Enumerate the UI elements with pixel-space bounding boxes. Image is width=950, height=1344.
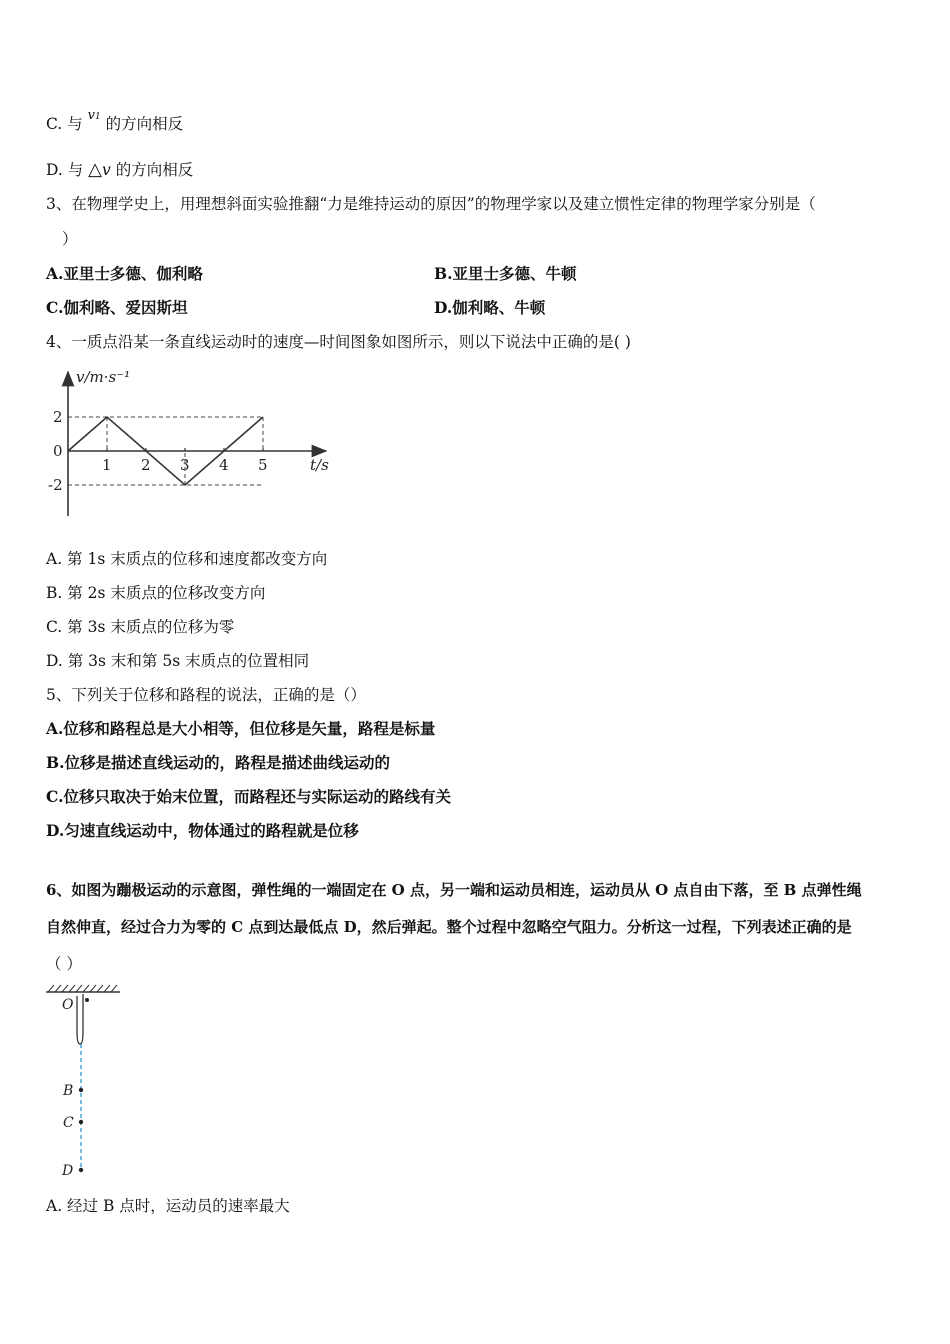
q6-stem-line2: 自然伸直，经过合力为零的 C 点到达最低点 D，然后弹起。整个过程中忽略空气阻力。分析这一过程，下列表述正确的是	[46, 918, 852, 936]
q4-option-b: B. 第 2s 末质点的位移改变方向	[46, 584, 266, 602]
label-o: O	[62, 997, 74, 1013]
label-d: D	[62, 1163, 74, 1179]
y-axis-label: v/m·s⁻¹	[76, 368, 131, 386]
q3-option-a: A.亚里士多德、伽利略	[46, 264, 203, 283]
q3-option-c: C.伽利略、爱因斯坦	[46, 298, 188, 317]
x-axis-label: t/s	[310, 456, 329, 474]
q5-option-b: B.位移是描述直线运动的，路程是描述曲线运动的	[46, 753, 390, 772]
elastic-rope	[77, 994, 83, 1044]
q3-stem-line1: 3、在物理学史上，用理想斜面实验推翻“力是维持运动的原因”的物理学家以及建立惯性定律的物理学家分别是（	[46, 195, 816, 213]
x-tick-label: 3	[180, 456, 190, 474]
point-b	[79, 1088, 83, 1092]
x-tick-label: 5	[258, 456, 268, 474]
point-c	[79, 1120, 83, 1124]
x-tick-label: 1	[102, 456, 112, 474]
q5-option-a: A.位移和路程总是大小相等，但位移是矢量，路程是标量	[46, 719, 436, 738]
q4-option-c: C. 第 3s 末质点的位移为零	[46, 618, 235, 636]
q5-stem: 5、下列关于位移和路程的说法，正确的是（）	[46, 686, 366, 704]
point-d	[79, 1168, 83, 1172]
q2-option-c: C. 与 $^{v1}$ 的方向相反	[46, 108, 184, 133]
ceiling-hatching	[48, 985, 117, 992]
q4-stem: 4、一质点沿某一条直线运动时的速度—时间图象如图所示，则以下说法中正确的是( )	[46, 333, 631, 351]
y-tick-label: -2	[48, 476, 63, 494]
vt-graph	[40, 364, 340, 524]
q5-option-d: D.匀速直线运动中，物体通过的路程就是位移	[46, 821, 359, 840]
velocity-symbol: v1	[87, 108, 101, 123]
point-o	[85, 998, 89, 1002]
q6-option-a: A. 经过 B 点时，运动员的速率最大	[46, 1197, 290, 1215]
y-tick-label: 2	[53, 408, 63, 426]
q6-stem-line3: （ ）	[46, 955, 82, 973]
q4-option-a: A. 第 1s 末质点的位移和速度都改变方向	[46, 550, 328, 568]
q2-option-d: D. 与 △v 的方向相反	[46, 159, 194, 180]
q4-option-d: D. 第 3s 末和第 5s 末质点的位置相同	[46, 652, 310, 670]
delta-symbol: △	[88, 159, 102, 180]
bungee-figure	[40, 982, 140, 1182]
q6-stem-line1: 6、如图为蹦极运动的示意图，弹性绳的一端固定在 O 点，另一端和运动员相连，运动员从 O 点自由下落，至 B 点弹性绳	[46, 881, 862, 899]
q3-option-b: B.亚里士多德、牛顿	[434, 264, 577, 283]
label-c: C	[63, 1115, 74, 1131]
x-tick-label: 2	[141, 456, 151, 474]
label-b: B	[63, 1083, 74, 1099]
x-tick-label: 4	[219, 456, 229, 474]
q3-option-d: D.伽利略、牛顿	[434, 298, 546, 317]
y-tick-label: 0	[53, 442, 63, 460]
q3-stem-line2: ）	[62, 230, 78, 248]
q5-option-c: C.位移只取决于始末位置，而路程还与实际运动的路线有关	[46, 787, 451, 806]
